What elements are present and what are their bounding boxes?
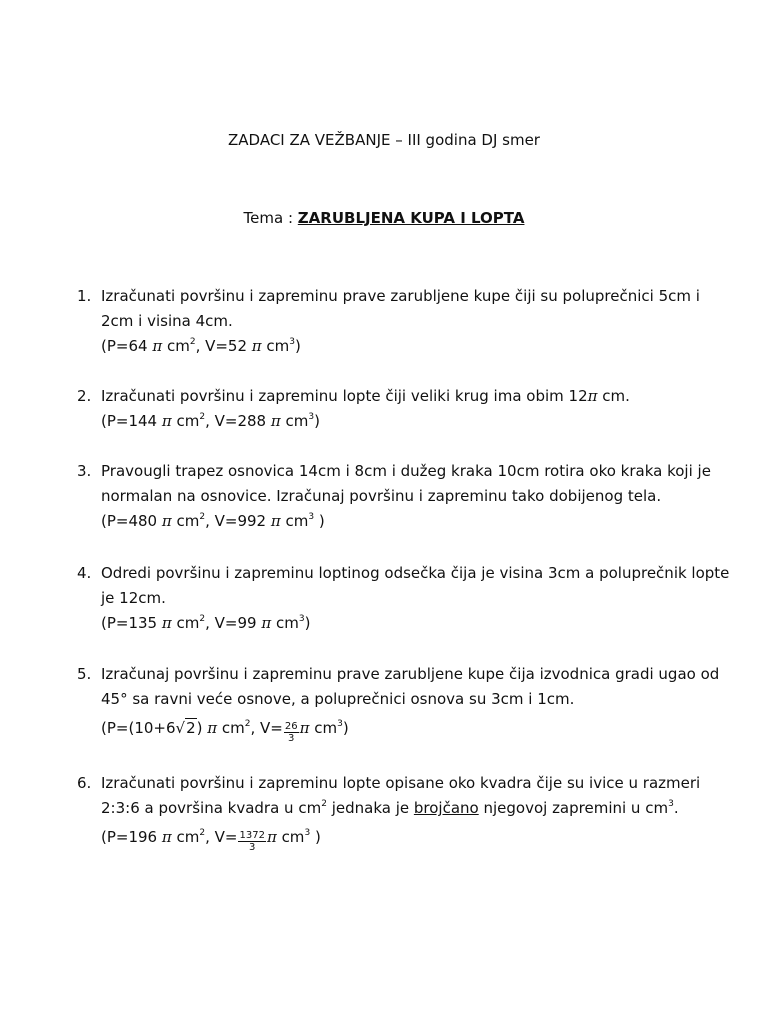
problem-2 <box>77 384 717 434</box>
problem-text-line: je 12cm. <box>101 589 166 607</box>
problem-answer: (P=480 π $cm^2$, V=992 π $cm^3$ ) <box>101 512 325 530</box>
problem-answer: (P=64 π $cm^2$, V=52 π $cm^3$) <box>101 337 301 355</box>
problem-text-line: Izračunati površinu i zapreminu lopte opisane oko kvadra čije su ivice u razmeri <box>101 774 701 792</box>
problem-6 <box>77 771 717 853</box>
problem-3 <box>77 459 717 534</box>
problem-text-line: 2:3:6 a površina kvadra u $cm^2$ jednaka je brojčano njegovoj zapremini u $cm^3$. <box>101 799 679 817</box>
problem-answer: (P=135 π $cm^2$, V=99 π $cm^3$) <box>101 614 311 632</box>
problem-5 <box>77 662 720 744</box>
problem-text-line: 2cm i visina 4cm. <box>101 312 233 330</box>
problem-answer: (P=(10+6√2) π $cm^2$, V= $\frac{26}{3}$ π $cm^3$) <box>101 716 717 744</box>
problem-text-line: Pravougli trapez osnovica 14cm i 8cm i dužeg kraka 10cm rotira oko kraka koji je <box>101 462 711 480</box>
fraction: $\frac{1372}{3}$ <box>239 830 265 853</box>
problem-text-line: Izračunaj površinu i zapreminu prave zarubljene kupe čija izvodnica gradi ugao od <box>101 665 720 683</box>
problem-answer: (P=196 π $cm^2$, V= $\frac{1372}{3}$ π $cm^3$ ) <box>101 828 321 853</box>
problem-text-line: normalan na osnovice. Izračunaj površinu i zapreminu tako dobijenog tela. <box>101 487 662 505</box>
subject-line <box>0 209 768 227</box>
problem-number: 3. <box>77 462 92 480</box>
subject-topic: ZARUBLJENA KUPA I LOPTA <box>297 209 525 227</box>
document-title: ZADACI ZA VEŽBANJE – III godina DJ smer <box>228 131 540 149</box>
problem-number: 6. <box>77 774 92 792</box>
problem-text-line: Odredi površinu i zapreminu loptinog odsečka čija je visina 3cm a poluprečnik lopte <box>101 564 730 582</box>
square-root: √2 <box>175 719 196 737</box>
problem-number: 2. <box>77 387 92 405</box>
problem-answer: (P=144 π $cm^2$, V=288 π $cm^3$) <box>101 412 320 430</box>
problem-4 <box>77 561 730 636</box>
fraction: $\frac{26}{3}$ <box>284 721 298 744</box>
problem-number: 5. <box>77 665 92 683</box>
problem-1 <box>77 284 717 359</box>
problem-text-line: Izračunati površinu i zapreminu prave zarubljene kupe čiji su poluprečnici 5cm i <box>101 287 700 305</box>
problem-number: 1. <box>77 287 92 305</box>
problem-number: 4. <box>77 564 92 582</box>
subject-prefix: Tema : <box>243 209 298 227</box>
problem-text-line: 45° sa ravni veće osnove, a poluprečnici osnova su 3cm i 1cm. <box>101 690 575 708</box>
problem-text-line: Izračunati površinu i zapreminu lopte čiji veliki krug ima obim 12π cm. <box>101 387 630 405</box>
